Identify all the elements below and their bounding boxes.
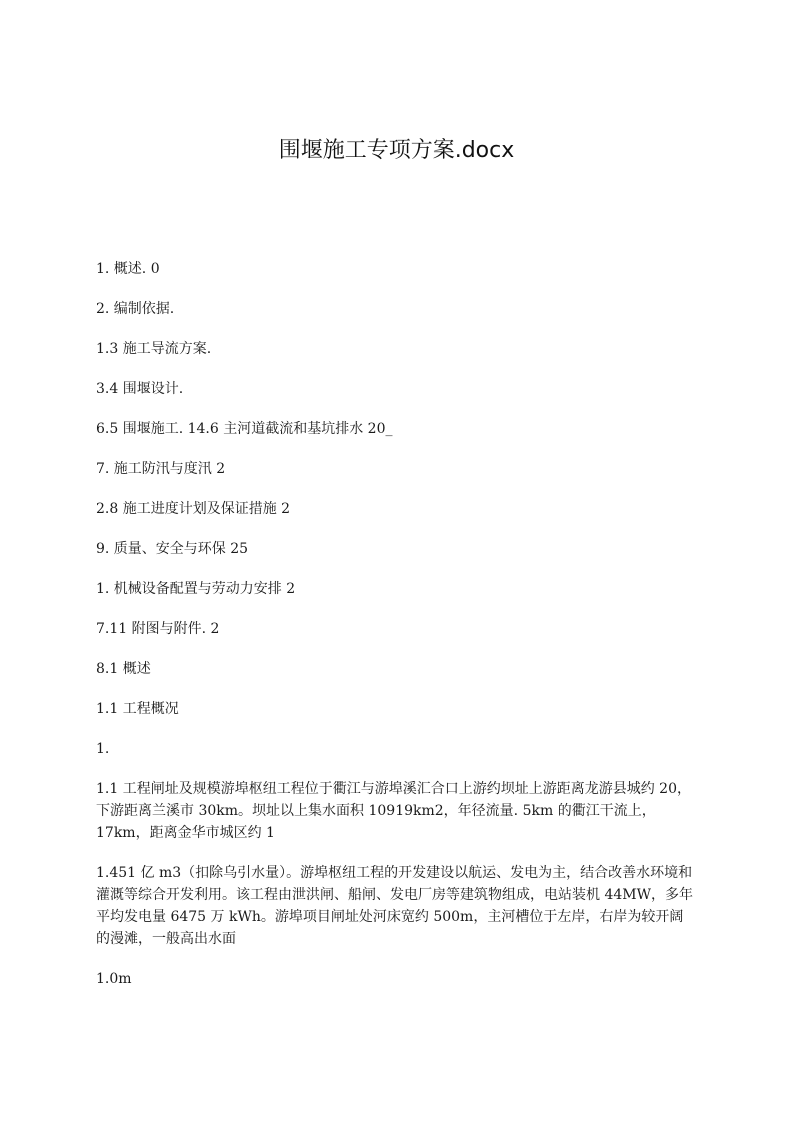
toc-line-7: 2.8 施工进度计划及保证措施 2 (96, 501, 291, 517)
toc-line-9: 1. 机械设备配置与劳动力安排 2 (96, 581, 296, 597)
toc-line-1: 1. 概述. 0 (96, 261, 160, 277)
document-title: 围堰施工专项方案.docx (278, 138, 515, 163)
toc-line-4: 3.4 围堰设计. (96, 381, 184, 397)
toc-line-3: 1.3 施工导流方案. (96, 341, 212, 357)
body-paragraph-1: 1.1 工程闸址及规模游埠枢纽工程位于衢江与游埠溪汇合口上游约坝址上游距离龙游县城约 20，下游距离兰溪市 30km。坝址以上集水面积 10919km2，年径流量. 5km 的衢江干流上，17km，距离金华市城区约 1 (96, 781, 691, 841)
toc-line-2: 2. 编制依据. (96, 301, 175, 317)
subsection-heading: 1.1 工程概况 (96, 701, 179, 717)
toc-line-5: 6.5 围堰施工. 14.6 主河道截流和基坑排水 20_ (96, 421, 393, 437)
document-body (96, 258, 696, 1008)
body-paragraph-2: 1.451 亿 m3（扣除乌引水量）。游埠枢纽工程的开发建设以航运、发电为主，结合改善水环境和灌溉等综合开发利用。该工程由泄洪闸、船闸、发电厂房等建筑物组成，电站装机 44MW，多年平均发电量 6475 万 kWh。游埠项目闸址处河床宽约 500m，主河槽位于左岸，右岸为较开阔的漫滩，一般高出水面 (96, 865, 693, 947)
toc-line-8: 9. 质量、安全与环保 25 (96, 541, 249, 557)
toc-line-6: 7. 施工防汛与度汛 2 (96, 461, 226, 477)
toc-line-10: 7.11 附图与附件. 2 (96, 621, 220, 637)
section-heading: 8.1 概述 (96, 661, 151, 677)
body-paragraph-3: 1.0m (96, 971, 132, 987)
list-number: 1. (96, 741, 110, 757)
